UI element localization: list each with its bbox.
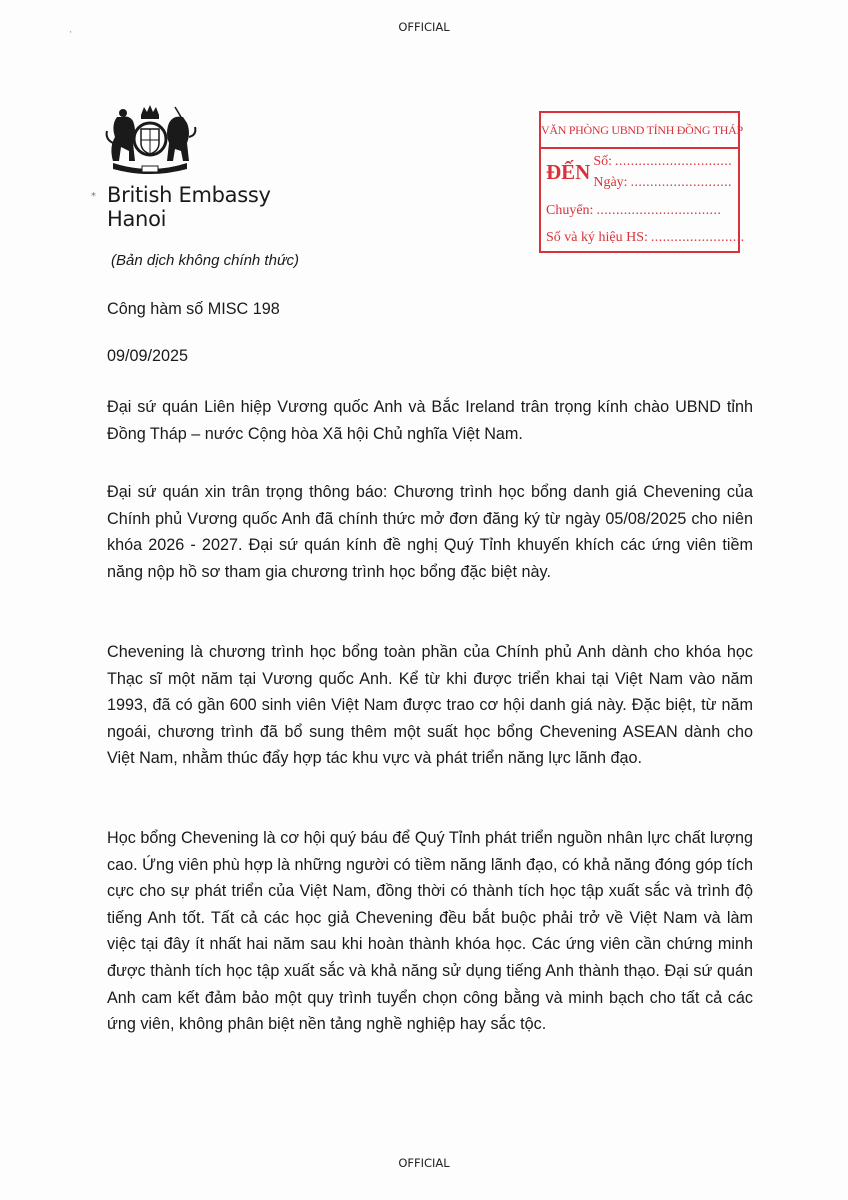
paragraph-programme: Chevening là chương trình học bổng toàn phần của Chính phủ Anh dành cho khóa học Thạc sĩ một năm tại Vương quốc Anh. Kể từ khi được triển khai tại Việt Nam vào năm 1993, đã có gần 600 sinh viên Việt Nam được trao cơ hội danh giá này. Đặc biệt, từ năm ngoái, chương trình đã bổ sung thêm một suất học bổng Chevening ASEAN dành cho Việt Nam, nhằm thúc đẩy hợp tác khu vực và phát triển năng lực lãnh đạo.	[107, 643, 753, 768]
stamp-received-rows	[593, 151, 733, 193]
letterhead-city: Hanoi	[107, 207, 167, 231]
stamp-file-dots: ........................	[650, 230, 745, 245]
stamp-received-block	[546, 151, 733, 193]
stamp-body	[541, 149, 745, 251]
stamp-number-dots: ..............................	[615, 154, 733, 169]
royal-coat-of-arms-icon	[103, 103, 197, 175]
translation-note: (Bản dịch không chính thức)	[111, 252, 299, 269]
stamp-office: VĂN PHÒNG UBND TỈNH ĐỒNG THÁP	[541, 113, 738, 149]
classification-header: OFFICIAL	[398, 20, 450, 34]
stamp-transfer-row	[546, 200, 733, 221]
received-stamp	[539, 111, 745, 253]
paragraph-eligibility: Học bổng Chevening là cơ hội quý báu để Quý Tỉnh phát triển nguồn nhân lực chất lượng cao. Ứng viên phù hợp là những người có tiềm năng lãnh đạo, có khả năng đóng góp tích cực cho sự phát triển của Việt Nam, đồng thời có thành tích học tập xuất sắc và trình độ tiếng Anh tốt. Tất cả các học giả Chevening đều bắt buộc phải trở về Việt Nam và làm việc tại đây ít nhất hai năm sau khi hoàn thành khóa học. Các ứng viên cần chứng minh được thành tích học tập xuất sắc và khả năng sử dụng tiếng Anh thành thạo. Đại sứ quán Anh cam kết đảm bảo một quy trình tuyển chọn công bằng và minh bạch cho tất cả các ứng viên, không phân biệt nền tảng nghề nghiệp hay sắc tộc.	[107, 829, 753, 1034]
stamp-date-row	[593, 172, 733, 193]
stamp-file-row	[546, 227, 745, 248]
classification-footer: OFFICIAL	[398, 1156, 450, 1170]
paragraph-announcement: Đại sứ quán xin trân trọng thông báo: Chương trình học bổng danh giá Chevening của Chính phủ Vương quốc Anh đã chính thức mở đơn đăng ký từ ngày 05/08/2025 cho niên khóa 2026 - 2027. Đại sứ quán kính đề nghị Quý Tỉnh khuyến khích các ứng viên tiềm năng nộp hồ sơ tham gia chương trình học bổng đặc biệt này.	[107, 483, 753, 581]
scan-speck: '	[70, 30, 72, 39]
stamp-transfer-dots: ................................	[596, 202, 722, 218]
note-reference: Công hàm số MISC 198	[107, 300, 280, 318]
stamp-number-label: Số:	[593, 154, 613, 169]
paragraph-greeting: Đại sứ quán Liên hiệp Vương quốc Anh và Bắc Ireland trân trọng kính chào UBND tỉnh Đồng Tháp – nước Cộng hòa Xã hội Chủ nghĩa Việt Nam.	[107, 398, 753, 443]
stamp-transfer-label: Chuyển:	[546, 202, 594, 218]
stamp-number-row	[593, 151, 733, 172]
stamp-date-label: Ngày:	[593, 175, 628, 190]
stamp-date-dots: ..........................	[630, 175, 732, 190]
scan-speck: *	[91, 191, 96, 202]
stamp-received: ĐẾN	[546, 159, 591, 184]
note-date: 09/09/2025	[107, 347, 189, 365]
stamp-file-label: Số và ký hiệu HS:	[546, 230, 648, 245]
letterhead	[91, 183, 271, 231]
letterhead-embassy: British Embassy	[107, 183, 271, 207]
